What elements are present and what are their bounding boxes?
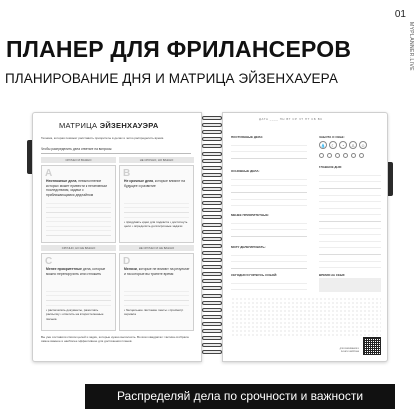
quadrant-lead: Менее приоритетные [46,267,82,271]
section-self-care: ЗАБОТА О СЕБЕ: [319,135,345,139]
me-time-box [319,278,381,292]
spiral-ring [202,279,222,283]
side-brand: MYPLANNER.LIVE [408,22,414,71]
tracker-circle [343,153,348,158]
mood-icon: ☺ [360,143,366,148]
section-delegate: МОГУ ДЕЛЕГИРОВАТЬ: [231,245,266,249]
spiral-ring [202,329,222,333]
low-priority-lines [231,217,307,243]
quadrant-writing-lines [124,287,189,307]
matrix-footer: Вы уже составили список целей и задач, которые нужно выполнить. Во всех квадратах: тактика отобрала самое важное и наиболее эффективное для достижения планов. [41,335,189,344]
left-page [32,112,202,362]
spiral-ring [202,223,222,227]
spiral-ring [202,208,222,212]
qr-code-icon [363,337,381,355]
quadrant-note: • распечатать документы, разослать рассылку • ответить на второстепенные письма [46,308,111,321]
quadrant-lead: Не срочные дела [124,179,154,183]
spiral-ring [202,343,222,347]
spiral-ring [202,123,222,127]
subheadline: ПЛАНИРОВАНИЕ ДНЯ И МАТРИЦА ЭЙЗЕНХАУЕРА [5,71,338,86]
proud-lines [231,277,307,291]
matrix-title-regular: МАТРИЦА [59,121,98,130]
section-main-tasks: ОСНОВНЫЕ ДЕЛА: [231,169,260,173]
routine-lines [231,139,307,165]
spiral-ring [202,180,222,184]
spiral-ring [202,215,222,219]
quadrant-letter: A [45,168,53,179]
spiral-ring [202,116,222,120]
spiral-ring [202,166,222,170]
spiral-ring [202,187,222,191]
spiral-ring [202,350,222,354]
page-number: 01 [394,9,406,20]
matrix-header-urgent-not-important: СРОЧНО, НО НЕ ВАЖНО [41,245,116,251]
self-care-circles [319,153,364,158]
quadrant-writing-lines [46,287,111,307]
food-icon: ◔ [339,141,347,149]
matrix-header-urgent-important: СРОЧНО И ВАЖНО [41,157,116,163]
spiral-ring [202,130,222,134]
quadrant-text: дела, которые можно перепоручить или отложить [46,267,106,276]
spiral-ring [202,244,222,248]
quadrant-letter: C [45,256,53,267]
quadrant-description [124,179,191,188]
spiral-ring [202,194,222,198]
spiral-ring [202,322,222,326]
quadrant-description [46,179,113,197]
matrix-title [59,121,159,130]
matrix-header-not-urgent-important: НЕ СРОЧНО, НО ВАЖНО [119,157,194,163]
spiral-ring [202,286,222,290]
walk-icon: ♙ [349,141,357,149]
spiral-ring [202,230,222,234]
spiral-ring [202,258,222,262]
spiral-ring [202,265,222,269]
tracker-circle [327,153,332,158]
self-care-icons [319,141,367,149]
quadrant-lead: Неотложные дела [46,179,77,183]
tracker-circle [351,153,356,158]
headline: ПЛАНЕР ДЛЯ ФРИЛАНСЕРОВ [6,36,352,62]
qr-caption: для скачивания и печати шаблона [339,347,359,353]
quadrant-writing-lines [46,199,111,237]
tracker-circle [319,153,324,158]
quadrant-d [119,253,194,331]
spiral-ring [202,315,222,319]
spiral-ring [202,144,222,148]
delegate-lines [231,249,307,269]
quadrant-letter: D [123,256,131,267]
section-routine-tasks: ПОСТОЯННЫЕ ДЕЛА: [231,135,264,139]
section-proud-of-myself: СЕГОДНЯ Я ГОРЖУСЬ СОБОЙ: [231,273,278,277]
spiral-ring [202,173,222,177]
tracker-circle [359,153,364,158]
main-task-lines [231,173,307,211]
spiral-ring [202,308,222,312]
quadrant-text: , которые не влияют на результат и на которые вы тратите время [124,267,190,276]
spiral-ring [202,137,222,141]
matrix-intro: Техника, которая поможет расставить приоритеты в делах и четко распределить время. [41,136,165,140]
matrix-header-not-urgent-not-important: НЕ СРОЧНО И НЕ ВАЖНО [119,245,194,251]
sleep-icon: ☾ [329,141,337,149]
spiral-ring [202,301,222,305]
spiral-ring [202,201,222,205]
quadrant-description [46,267,113,276]
planner-notebook [32,112,388,362]
quadrant-note: • бесцельное листание ленты • просмотр сериала [124,308,189,317]
spiral-binding [200,116,224,358]
quadrant-description [124,267,191,276]
tab-right [388,162,393,196]
quadrant-c [41,253,116,331]
matrix-title-bold: ЭЙЗЕНХАУЭРА [99,121,159,130]
water-icon: 💧 [320,143,326,148]
quadrant-text: , невыполнение которых может привести к негативным последствиям, задачи с приближающимся дедлайном [46,179,107,197]
quadrant-writing-lines [124,199,189,219]
right-page [222,112,388,362]
quadrant-note: • придумать идеи для подкаста • достигнуть цели • определить долгосрочные задачи [124,220,188,229]
dot-grid-notes [231,297,381,337]
spiral-ring [202,237,222,241]
spiral-ring [202,152,222,156]
tagline-banner: Распределяй дела по срочности и важности [85,384,395,409]
spiral-ring [202,272,222,276]
section-day-main: ГЛАВНОЕ ДНЯ: [319,165,342,169]
quadrant-b [119,165,194,243]
section-low-priority: МЕНЕЕ ПРИОРИТЕТНЫЕ: [231,213,270,217]
matrix-question: Чтобы распределить дела ответьте на вопросы: [41,147,191,154]
tracker-circle [335,153,340,158]
spiral-ring [202,251,222,255]
spiral-ring [202,294,222,298]
day-main-lines [319,169,381,269]
quadrant-letter: B [123,168,131,179]
section-me-time: ВРЕМЯ НА СЕБЯ: [319,273,346,277]
spiral-ring [202,336,222,340]
quadrant-a [41,165,116,243]
quadrant-text: , которые влияют на будущее и развитие [124,179,185,188]
date-row: ДАТА ____ ПН ВТ СР ЧТ ПТ СБ ВС [259,117,323,121]
quadrant-lead: Мелочи [124,267,137,271]
spiral-ring [202,159,222,163]
